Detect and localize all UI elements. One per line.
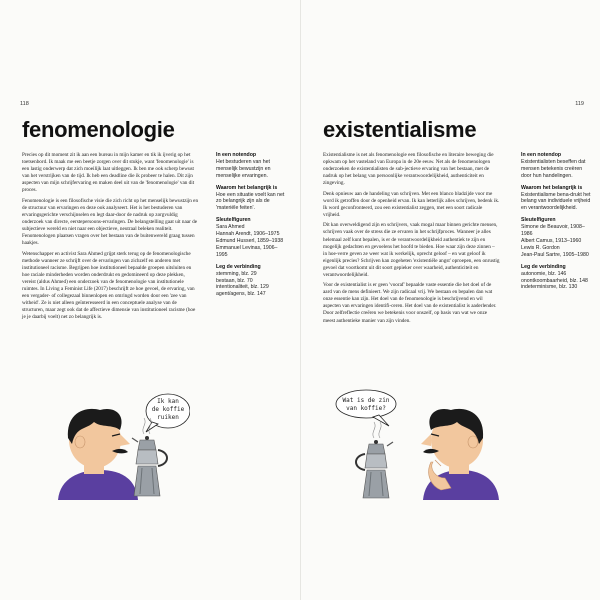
page-title: fenomenologie — [22, 117, 175, 142]
sidebar — [521, 152, 591, 296]
person-figure — [58, 409, 138, 500]
bubble-line: van koffie? — [346, 405, 386, 412]
sidebar-heading: Waarom het belangrijk is — [521, 184, 583, 191]
speech-bubble — [146, 394, 190, 432]
body-text — [323, 152, 500, 328]
paragraph: Wetenschapper en activist Sara Ahmed grijpt sterk terug op de fenomenologische methode wanneer ze schrijft over de ervaringen van zichzelf en anderen met institutioneel racisme. Begrijpen hoe institutioneel bepaalde groepen uitsluiten en hoe raciale minderheden worden onderdrukt en gedomineerd op deze plekken, vereist (aldus Ahmed) een onderzoek van de fenomenologie van institutionele ruimtes. In Living a Feminist Life (2017) beschrijft ze hoe gevoel, de ervaring, van een vergader- of collegezaal binnenlopen en omringd worden door een 'zee van witheid'. Ze is niet alleen geïnteresseerd in een conceptuele analyse van de structuren, maar zegt ook dat de affectieve dimensie van institutioneel racisme (hoe je je daarbij voelt) net zo belangrijk is. — [22, 250, 196, 321]
paragraph: Denk opnieuw aan de handeling van schrijven. Met een blanco bladzijde voor me word ik getroffen door de openheid ervan. Ik kan letterlijk alles schrijven, bedenk ik. Ik word geconfronteerd, zou een existentialist zeggen, met een soort radicale vrijheid. — [323, 190, 500, 218]
sidebar-text: stemming, blz. 29 bestaan, blz. 70 intentionaliteit, blz. 129 agent/agens, blz. 147 — [216, 270, 269, 298]
bubble-line: ruiken — [157, 414, 179, 421]
right-page — [300, 0, 600, 600]
moka-pot-icon — [356, 440, 393, 498]
sidebar-heading: Leg de verbinding — [521, 263, 566, 270]
sidebar-text: Existentialisme bena-drukt het belang van individuele vrijheid en verantwoordelijkheid. — [521, 191, 591, 212]
sidebar-heading: Sleutelfiguren — [521, 217, 556, 224]
paragraph: Voor de existentialist is er geen 'vooraf' bepaalde vaste essentie die het doel of de aard van de mens definieert. We zijn radicaal vrij. We bestaan en bepalen dan wat onze essentie kan zijn. Het doel van de fenomenologie is beschrijvend en wil aspecten van ervaringen identifi-ceren. Het doel van de existentialist is aaderlender. Door zelfreflectie creëren we betekenis voor onszelf, op basis van wat we onze meest authentieke manier van zijn vinden. — [323, 282, 497, 324]
page-number: 118 — [20, 101, 29, 107]
sidebar-heading: Leg de verbinding — [216, 263, 261, 270]
bubble-line: Ik kan — [157, 398, 179, 405]
sidebar-text: Simone de Beauvoir, 1908–1986 Albert Camus, 1913–1960 Lewis R. Gordon Jean-Paul Sartre, 1905–1980 — [521, 224, 589, 258]
sidebar-text: Sara Ahmed Hannah Arendt, 1906–1975 Edmund Husserl, 1859–1938 Emmanuel Levinas, 1906–1995 — [216, 224, 284, 258]
body-text — [22, 152, 199, 325]
sidebar — [216, 152, 286, 303]
sidebar-heading: In een notendop — [521, 152, 562, 158]
sidebar-text: autonomie, blz. 146 onontkoombaarheid, blz. 148 indeterminisme, blz. 130 — [521, 270, 588, 291]
illustration-thinking-coffee — [331, 378, 501, 500]
sidebar-heading: Waarom het belangrijk is — [216, 184, 278, 191]
illustration-smelling-coffee — [40, 378, 190, 500]
steam-lines — [373, 422, 381, 438]
paragraph: Fenomenologie is een filosofische visie die zich richt op het menselijk bewustzijn en de structuur van ervaringen en deze ook analyseert. Het is het bestuderen van ervaringsgerichte verschijnselen en legt daar-door de nadruk op zorgvuldig onderzoek van directe, eerstepersoons-ervaringen. De belangstelling gaat uit naar de subjectieve wereld en niet naar een objectieve, neutraal beleken realiteit. Fenomenologen plaatsen vragen over het bestaan van de buitenwereld graag tussen haakjes. — [22, 197, 199, 247]
paragraph: Precies op dit moment zit ik aan een bureau in mijn kamer en tik ik ijverig op het toetsenbord. Ik maak me een beetje zorgen over dit stukje, want 'fenomenologie' is een lastig onderwerp dat zich moeilijk laat uitleggen. Ik ben me ook scherp bewust van het verstrijken van de tijd. Ik heb een deadline die ik probeer te halen. Dit zijn aspecten van mijn schrijfervaring en maken deel uit van de 'fenomenologie' van dit proces. — [22, 152, 195, 194]
person-figure — [421, 409, 499, 500]
sidebar-heading: In een notendop — [216, 152, 257, 158]
page-title: existentialisme — [323, 117, 477, 142]
bubble-line: de koffie — [151, 406, 185, 413]
paragraph: Dit kan overweldigend zijn en schrijvers, vaak mogal maar binnen gerichte mensen, schrijven vaak over de stress die ze ervaren in het schrijfproces. Wanneer je alles helemaal zelf kunt bepalen, is er de verantwoordelijkheid authentiek te zijn en mogelijk gedachten en gevoelens het hoofd te bieden. Hoe waar zijn deze zinnen – in hoe-verre geven ze weer wat ik werkelijk, oprecht geloof – en wat geloof ik eigenlijk precies? Schrijven kan zogeheten 'existentiële angst' oproepen, een onrustig gevoel dat voortkomt uit dit soort gepieker over waarheid, authenticiteit en verantwoordelijkheid. — [323, 222, 500, 278]
moka-pot-icon — [132, 436, 167, 496]
paragraph: Existentialisme is net als fenomenologie een filosofische en literaire beweging die opkwam op het vasteland van Europa in de 20e eeuw. Net als de fenomenologen onderzoeken de existentialisten de sub-jectieve ervaring van het bestaan, met de nadruk op het belang van persoonlijke verantwoordelijkheid, authenticiteit en zingeving. — [323, 152, 494, 187]
bubble-line: Wat is de zin — [342, 397, 390, 404]
sidebar-heading: Sleutelfiguren — [216, 217, 251, 224]
sidebar-text: Het bestuderen van het menselijk bewustzijn en menselijke ervaringen. — [216, 158, 271, 179]
page-number: 119 — [575, 101, 584, 107]
sidebar-text: Hoe een situatie voelt kan net zo belangrijk zijn als de 'materiële feiten'. — [216, 191, 285, 212]
speech-bubble — [336, 390, 396, 426]
sidebar-text: Existentialisten beseffen dat mensen betekenis creëren door hun handelingen. — [521, 158, 586, 179]
